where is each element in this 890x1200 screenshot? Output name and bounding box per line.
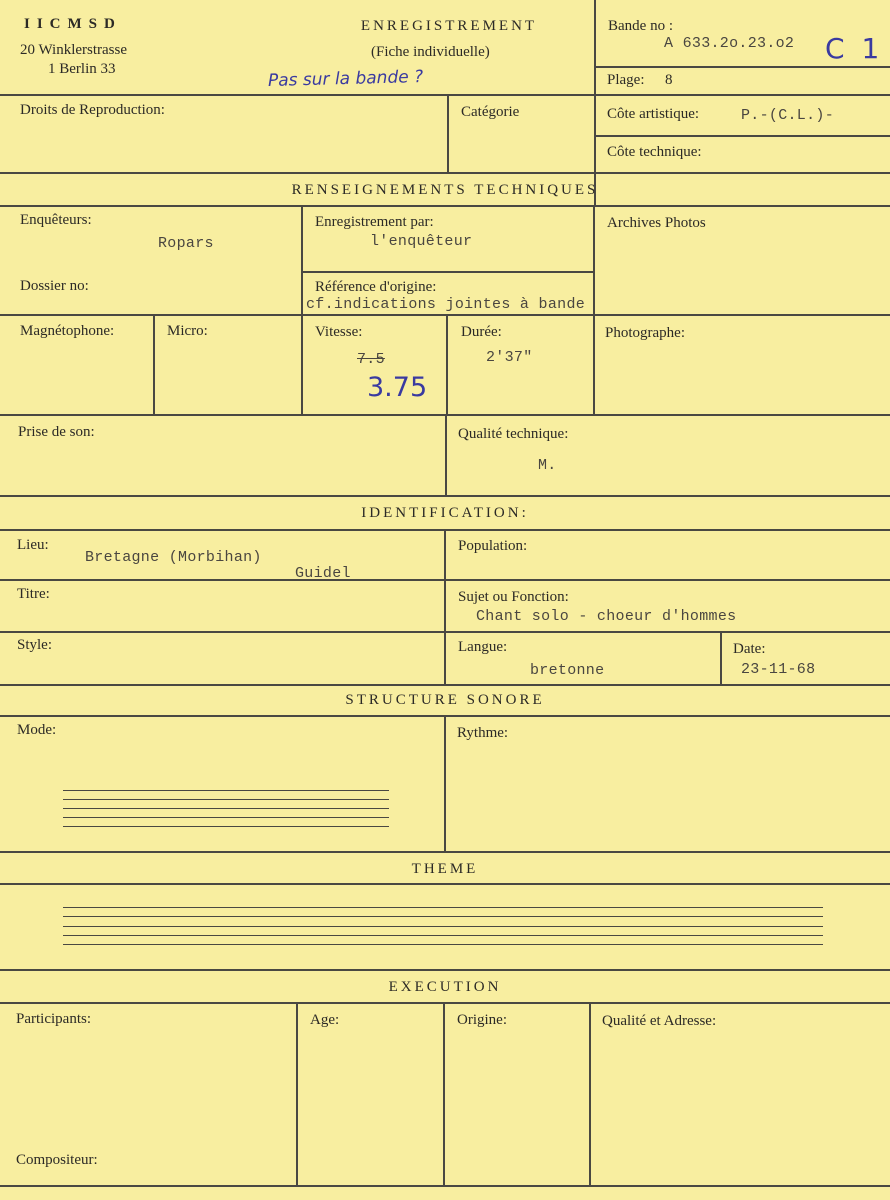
vitesse-struck-value: 7.5 bbox=[357, 351, 385, 368]
divider bbox=[0, 172, 890, 174]
style-label: Style: bbox=[17, 637, 53, 653]
duree-label: Durée: bbox=[461, 324, 502, 340]
reference-value: cf.indications jointes à bande bbox=[306, 296, 586, 313]
staff-line bbox=[63, 799, 389, 800]
bande-label: Bande no : bbox=[608, 18, 673, 34]
divider bbox=[0, 969, 890, 971]
divider bbox=[0, 1185, 890, 1187]
prise-de-son-label: Prise de son: bbox=[18, 424, 95, 440]
staff-line bbox=[63, 926, 823, 927]
plage-value: 8 bbox=[665, 72, 673, 88]
staff-line bbox=[63, 826, 389, 827]
staff-line bbox=[63, 944, 823, 945]
archives-photos-label: Archives Photos bbox=[607, 215, 706, 231]
mode-label: Mode: bbox=[17, 722, 57, 738]
staff-line bbox=[63, 790, 389, 791]
divider bbox=[0, 94, 594, 96]
bande-value: A 633.2o.23.o2 bbox=[664, 35, 795, 52]
institute-logo: IICMSD bbox=[24, 16, 122, 32]
sujet-value: Chant solo - choeur d'hommes bbox=[476, 608, 737, 625]
divider bbox=[447, 94, 449, 172]
date-label: Date: bbox=[733, 641, 766, 657]
divider bbox=[0, 495, 890, 497]
divider bbox=[594, 94, 890, 96]
participants-label: Participants: bbox=[16, 1011, 91, 1027]
divider bbox=[444, 715, 446, 852]
rythme-label: Rythme: bbox=[457, 725, 509, 741]
qualite-technique-value: M. bbox=[538, 457, 557, 474]
divider bbox=[0, 579, 890, 581]
staff-line bbox=[63, 935, 823, 936]
enregistrement-par-value: l'enquêteur bbox=[370, 233, 473, 250]
divider bbox=[0, 314, 890, 316]
date-value: 23-11-68 bbox=[741, 661, 816, 678]
cote-technique-label: Côte technique: bbox=[607, 144, 702, 160]
langue-value: bretonne bbox=[530, 662, 605, 679]
divider bbox=[444, 529, 446, 685]
section-execution: EXECUTION bbox=[388, 979, 502, 995]
micro-label: Micro: bbox=[167, 323, 208, 339]
lieu-value-commune: Guidel bbox=[295, 565, 351, 582]
divider bbox=[301, 271, 593, 273]
staff-line bbox=[63, 808, 389, 809]
plage-label: Plage: bbox=[607, 72, 645, 88]
langue-label: Langue: bbox=[458, 639, 508, 655]
staff-line bbox=[63, 817, 389, 818]
divider bbox=[0, 851, 890, 853]
divider bbox=[446, 314, 448, 415]
form-title: ENREGISTREMENT bbox=[360, 18, 538, 34]
divider bbox=[301, 205, 303, 415]
categorie-label: Catégorie bbox=[461, 104, 520, 120]
enqueteurs-value: Ropars bbox=[158, 235, 214, 252]
divider bbox=[445, 414, 447, 496]
section-structure: STRUCTURE SONORE bbox=[345, 692, 545, 708]
divider bbox=[594, 0, 596, 205]
institute-street: 20 Winklerstrasse bbox=[20, 42, 128, 58]
qualite-adresse-label: Qualité et Adresse: bbox=[602, 1013, 717, 1029]
divider bbox=[153, 314, 155, 415]
divider bbox=[296, 1002, 298, 1186]
divider bbox=[589, 1002, 591, 1186]
divider bbox=[594, 66, 890, 68]
sujet-label: Sujet ou Fonction: bbox=[458, 589, 569, 605]
divider bbox=[0, 631, 890, 633]
divider bbox=[594, 135, 890, 137]
lieu-value: Bretagne (Morbihan) bbox=[85, 549, 262, 566]
qualite-technique-label: Qualité technique: bbox=[458, 426, 569, 442]
titre-label: Titre: bbox=[17, 586, 50, 602]
origine-label: Origine: bbox=[457, 1012, 507, 1028]
divider bbox=[0, 205, 890, 207]
droits-label: Droits de Reproduction: bbox=[20, 102, 165, 118]
duree-value: 2'37" bbox=[486, 349, 533, 366]
handwritten-note: Pas sur la bande ? bbox=[267, 66, 424, 92]
section-theme: THEME bbox=[411, 861, 479, 877]
reference-label: Référence d'origine: bbox=[315, 279, 437, 295]
compositeur-label: Compositeur: bbox=[16, 1152, 98, 1168]
bande-handwritten: C 1 bbox=[825, 32, 884, 65]
population-label: Population: bbox=[458, 538, 528, 554]
form-subtitle: (Fiche individuelle) bbox=[371, 44, 490, 60]
photographe-label: Photographe: bbox=[605, 325, 685, 341]
cote-artistique-label: Côte artistique: bbox=[607, 106, 700, 122]
cote-artistique-value: P.-(C.L.)- bbox=[741, 107, 835, 124]
divider bbox=[0, 883, 890, 885]
divider bbox=[720, 631, 722, 685]
vitesse-handwritten: 3.75 bbox=[367, 372, 428, 403]
section-renseignements: RENSEIGNEMENTS TECHNIQUES bbox=[291, 182, 599, 198]
institute-city: 1 Berlin 33 bbox=[48, 61, 116, 77]
lieu-label: Lieu: bbox=[17, 537, 49, 553]
staff-line bbox=[63, 907, 823, 908]
vitesse-label: Vitesse: bbox=[315, 324, 363, 340]
divider bbox=[0, 1002, 890, 1004]
section-identification: IDENTIFICATION: bbox=[361, 505, 529, 521]
divider bbox=[0, 684, 890, 686]
divider bbox=[443, 1002, 445, 1186]
dossier-label: Dossier no: bbox=[20, 278, 89, 294]
magnetophone-label: Magnétophone: bbox=[20, 323, 115, 339]
divider bbox=[593, 205, 595, 415]
enqueteurs-label: Enquêteurs: bbox=[20, 212, 92, 228]
staff-line bbox=[63, 916, 823, 917]
enregistrement-par-label: Enregistrement par: bbox=[315, 214, 434, 230]
age-label: Age: bbox=[310, 1012, 340, 1028]
